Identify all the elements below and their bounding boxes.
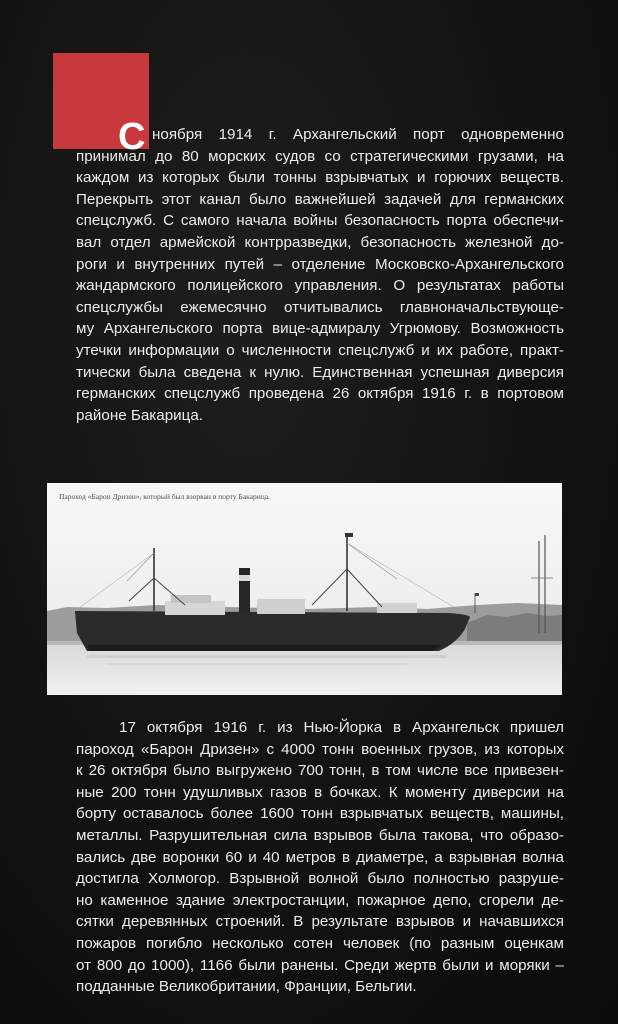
drop-cap: С — [118, 116, 146, 158]
text-line: ные 200 тонн удушливых газов в бочках. К моменту диверсии на — [76, 783, 564, 801]
text-line: каждом из которых были тонны взрывчатых и горючих веществ. — [76, 169, 564, 187]
text-line: районе Бакарица. — [76, 406, 204, 424]
text-line: к 26 октября было выгружено 700 тонн, в том числе все привезен- — [76, 762, 564, 780]
text-line: германских спецслужб проведена 26 октября 1916 г. в портовом — [76, 385, 564, 403]
text-line: пароход «Барон Дризен» с 4000 тонн военных грузов, из которых — [76, 740, 564, 758]
text-line: но каменное здание электростанции, пожарное депо, сгорели де- — [76, 891, 564, 909]
text-line: роги и внутренних путей – отделение Московско-Архангельского — [76, 255, 564, 273]
intro-paragraph — [76, 124, 564, 426]
text-line: ноября 1914 г. Архангельский порт одновременно — [152, 126, 564, 143]
text-line: Перекрыть этот канал было важнейшей задачей для германских — [76, 190, 564, 208]
story-paragraph — [76, 717, 564, 998]
text-line: пожаров погибло несколько сотен человек (по разным оценкам — [76, 934, 564, 952]
text-line: вались две воронки 60 и 40 метров в диаметре, а взрывная волна — [76, 848, 564, 866]
ship-illustration — [47, 483, 562, 695]
text-line: металлы. Разрушительная сила взрывов была такова, что образо- — [76, 826, 564, 844]
text-line: достигла Холмогор. Взрывной волной было полностью разруше- — [76, 870, 564, 888]
text-line: спецслужб. С самого начала войны безопасность порта обеспечи- — [76, 212, 564, 230]
photo-caption: Пароход «Барон Дризен», который был взорван в порту Бакарица. — [59, 492, 270, 501]
ship-photo — [47, 483, 562, 695]
text-line: сятки деревянных строений. В результате взрывов и начавшихся — [76, 913, 564, 931]
text-line: подданные Великобритании, Франции, Бельгии. — [76, 978, 417, 996]
text-line: жандармского полицейского управления. О результатах работы — [76, 277, 564, 295]
text-line: 17 октября 1916 г. из Нью-Йорка в Архангельск пришел — [119, 719, 564, 736]
text-line: борту оставалось более 1600 тонн взрывчатых веществ, машины, — [76, 805, 564, 823]
text-line: му Архангельского порта вице-адмиралу Угрюмову. Возможность — [76, 320, 564, 338]
text-line: тически была сведена к нулю. Единственная успешная диверсия — [76, 363, 564, 381]
text-line: спецслужбы ежемесячно отчитывались главноначальствующе- — [76, 298, 564, 316]
text-line: вал отдел армейской контрразведки, безопасность железной до- — [76, 233, 564, 251]
text-line: утечки информации о численности спецслужб и их работе, практ- — [76, 341, 564, 359]
text-line: принимал до 80 морских судов со стратегическими грузами, на — [76, 147, 564, 165]
text-line: от 800 до 1000), 1166 были ранены. Среди жертв были и моряки – — [76, 956, 564, 974]
